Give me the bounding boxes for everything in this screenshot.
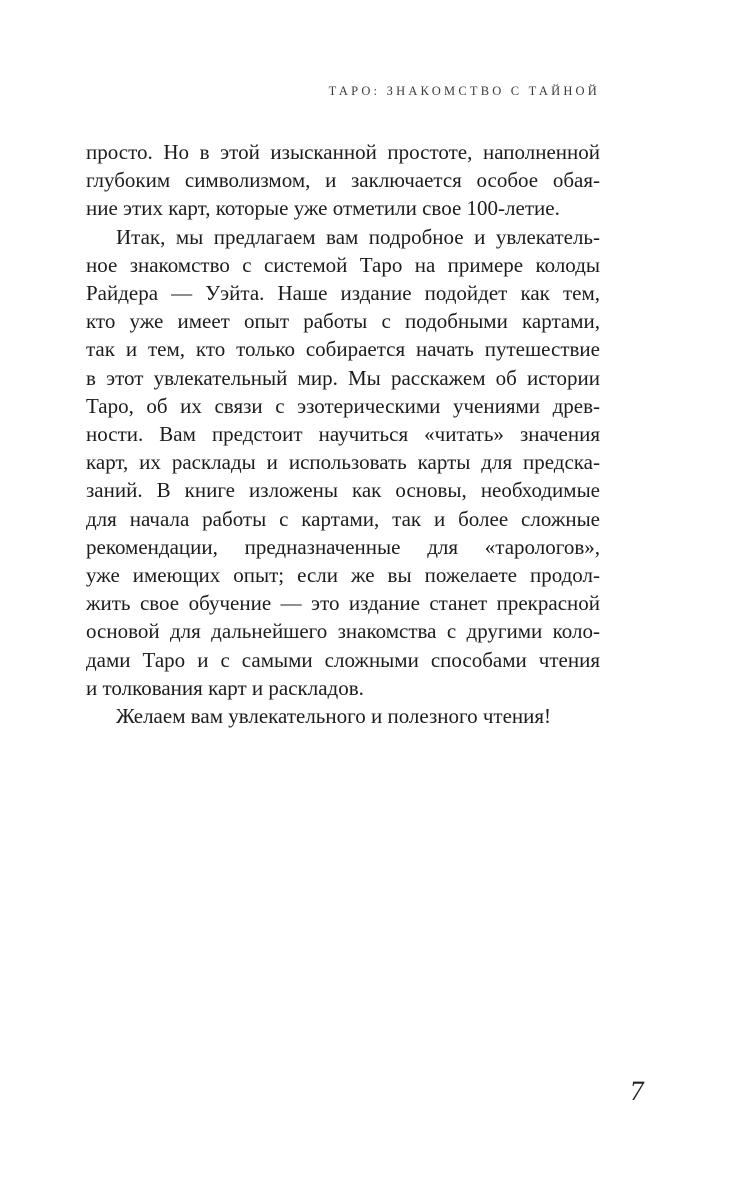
text-line: Итак, мы предлагаем вам подробное и увлекатель- (116, 224, 600, 249)
text-line: дами Таро и с самыми сложными способами чтения (86, 647, 600, 672)
text-line: глубоким символизмом, и заключается особое обая- (86, 168, 600, 193)
text-line: кто уже имеет опыт работы с подобными картами, (86, 309, 600, 334)
body-text (86, 138, 600, 730)
text-line: просто. Но в этой изысканной простоте, наполненной (86, 140, 600, 164)
text-line: уже имеющих опыт; если же вы пожелаете продол- (86, 563, 600, 588)
text-line: в этот увлекательный мир. Мы расскажем об истории (86, 365, 600, 390)
text-line: ное знакомство с системой Таро на примере колоды (86, 252, 600, 277)
text-line: ние этих карт, которые уже отметили свое 100-летие. (86, 196, 560, 221)
text-line: ности. Вам предстоит научиться «читать» значения (86, 422, 600, 447)
text-line: карт, их расклады и использовать карты для предска- (86, 450, 600, 475)
text-line: основой для дальнейшего знакомства с другими коло- (86, 619, 600, 644)
text-line: Желаем вам увлекательного и полезного чтения! (116, 704, 552, 729)
text-line: так и тем, кто только собирается начать путешествие (86, 337, 600, 362)
text-line: заний. В книге изложены как основы, необходимые (86, 478, 600, 503)
text-line: рекомендации, предназначенные для «тарологов», (86, 534, 600, 559)
text-line: для начала работы с картами, так и более сложные (86, 506, 600, 531)
text-line: Таро, об их связи с эзотерическими учениями древ- (86, 393, 600, 418)
text-line: Райдера — Уэйта. Наше издание подойдет как тем, (86, 281, 600, 306)
running-head: ТАРО: ЗНАКОМСТВО С ТАЙНОЙ (328, 84, 600, 98)
text-line: жить свое обучение — это издание станет прекрасной (86, 591, 600, 616)
text-line: и толкования карт и раскладов. (86, 675, 364, 700)
page-number: 7 (628, 1076, 646, 1107)
